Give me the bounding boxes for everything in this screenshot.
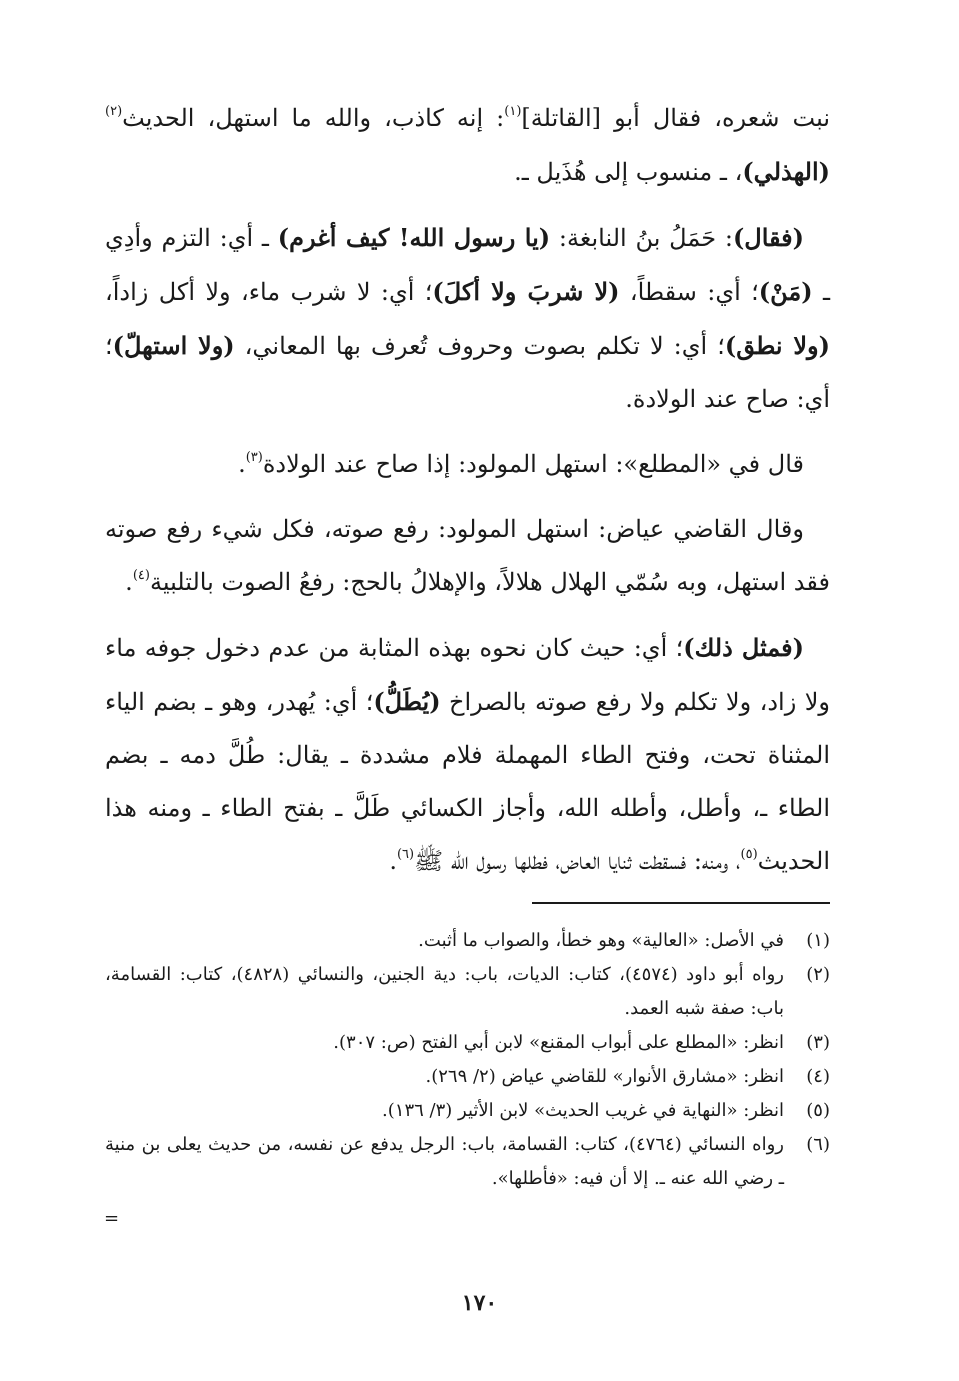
bold-term: (فمثل ذلك) [683, 633, 804, 662]
text: ؛ أي: حيث كان نحوه بهذه المثابة من عدم دخول جوفه ماء ولا زاد، ولا تكلم ولا رفع صوته بالصراخ [105, 634, 831, 716]
text: . [125, 568, 133, 596]
footnote-separator [532, 902, 830, 904]
footnote-1 [105, 924, 830, 958]
footnote-6 [105, 1128, 830, 1196]
text: . [389, 847, 397, 875]
footnote-number: (٥) [806, 1100, 830, 1121]
text: ؛ أي: لا تكلم بصوت وحروف تُعرف بها المعاني، [234, 332, 725, 360]
footnotes [105, 924, 830, 1196]
footnote-2 [105, 958, 830, 1026]
text: وقال القاضي عياض: استهل المولود: رفع صوته، فكل شيء رفع صوته فقد استهل، وبه سُمّي الهلال هلالاً، والإهلالُ بالحج: رفعُ الصوت بالتلبية [105, 515, 830, 596]
footnote-number: (١) [806, 930, 830, 951]
footnote-text: في الأصل: «العالية» وهو خطأ، والصواب ما أثبت. [418, 930, 784, 951]
footnote-5 [105, 1094, 830, 1128]
footnote-text: انظر: «المطلع على أبواب المقنع» لابن أبي الفتح (ص: ٣٠٧). [333, 1032, 784, 1053]
footnote-3 [105, 1026, 830, 1060]
bold-term: (يا رسول الله! كيف أغرم) [277, 223, 551, 252]
footnote-number: (٣) [806, 1032, 830, 1053]
footnote-number: (٢) [806, 964, 830, 985]
main-text [105, 92, 830, 900]
page-number: ١٧٠ [461, 1290, 498, 1316]
bold-term: (يُطَلُّ) [373, 687, 441, 716]
footnote-4 [105, 1060, 830, 1094]
text: ، ومنه: فسقطت ثنايا العاض، فطلها رسول الله ﷺ [414, 847, 741, 875]
paragraph-2 [105, 211, 830, 426]
text: ؛ أي: يُهدر، وهو ـ بضم الياء المثناة تحت، وفتح الطاء المهملة فلام مشددة ـ يقال: طُلَّ دمه ـ بضم الطاء ـ، وأطل، وأطله الله، وأجاز الكسائي طَلَّ ـ بفتح الطاء ـ ومنه هذا الحديث [105, 688, 830, 875]
footnote-text: رواه أبو داود (٤٥٧٤)، كتاب: الديات، باب: دية الجنين، والنسائي (٤٨٢٨)، كتاب: القسامة، باب: صفة شبه العمد. [105, 964, 784, 1019]
bold-term: (ولا نطق) [724, 331, 830, 360]
footnote-ref-5: (٥) [740, 847, 758, 862]
paragraph-4 [105, 503, 830, 609]
footnote-ref-4: (٤) [132, 568, 150, 583]
text: . [238, 450, 246, 478]
paragraph-5 [105, 621, 830, 888]
continuation-mark: = [104, 1208, 120, 1229]
bold-term: (الهذلي) [742, 157, 830, 186]
paragraph-1 [105, 92, 830, 199]
paragraph-3 [105, 438, 830, 491]
text: ؛ أي: سقطاً، [619, 278, 759, 306]
footnote-number: (٦) [806, 1134, 830, 1155]
text: قال في «المطلع»: استهل المولود: إذا صاح عند الولادة [262, 450, 804, 478]
text: ـ أي: التزم وأدِي ـ [105, 224, 830, 306]
text: ، ـ منسوب إلى هُذَيل ـ. [514, 158, 743, 186]
footnote-text: انظر: «مشارق الأنوار» للقاضي عياض (٢/ ٢٦٩). [425, 1066, 784, 1087]
text: نبت شعره، فقال أبو [القاتلة] [521, 104, 830, 132]
footnote-text: انظر: «النهاية في غريب الحديث» لابن الأثير (٣/ ١٣٦). [382, 1100, 784, 1121]
footnote-text: رواه النسائي (٤٧٦٤)، كتاب: القسامة، باب: الرجل يدفع عن نفسه، من حديث يعلى بن منية ـ رضي الله عنه ـ. إلا أن فيه: «فأطلها». [105, 1134, 784, 1189]
text: : إنه كاذب، والله ما استهل، الحديث [122, 104, 505, 132]
text: ؛ أي: صاح عند الولادة. [105, 332, 830, 413]
footnote-ref-3: (٣) [245, 450, 263, 465]
text: ؛ أي: لا شرب ماء، ولا أكل زاداً، [105, 278, 433, 306]
footnote-ref-2: (٢) [105, 104, 123, 119]
bold-term: (مَنْ) [758, 277, 813, 306]
bold-term: (لا شربَ ولا أكلَ) [432, 277, 620, 306]
footnote-ref-6: (٦) [396, 847, 415, 862]
text: : حَمَلُ بنُ النابغة: [550, 224, 733, 252]
footnote-ref-1: (١) [504, 104, 522, 119]
footnote-number: (٤) [806, 1066, 830, 1087]
bold-term: (ولا استهلّ) [112, 331, 235, 360]
bold-term: (فقال) [732, 223, 805, 252]
